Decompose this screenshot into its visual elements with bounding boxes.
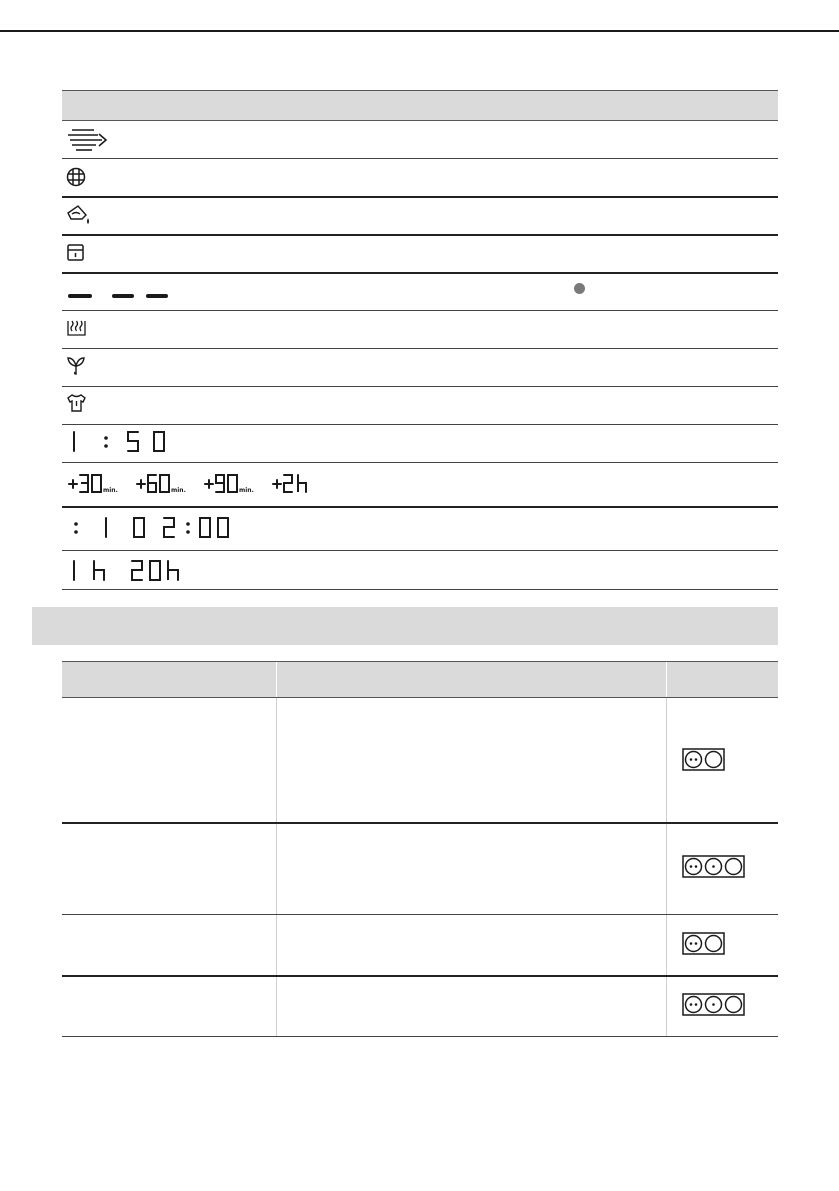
row-divider (62, 348, 778, 349)
two-circle-knob-icon (682, 932, 726, 956)
programme-table-header (62, 661, 778, 698)
header-column-separator (276, 662, 277, 697)
door-lock-icon (66, 243, 86, 263)
svg-text:min.: min. (239, 487, 254, 494)
row-divider (62, 462, 778, 463)
row-divider (62, 386, 778, 387)
delay-start-display-icon (66, 515, 246, 541)
column-separator (666, 698, 667, 1036)
row-divider (62, 196, 778, 198)
row-divider (62, 158, 778, 159)
steam-icon (66, 318, 88, 338)
row-divider (62, 424, 778, 425)
shirt-icon (66, 393, 88, 415)
hours-range-display-icon (66, 558, 206, 584)
row-divider (62, 506, 778, 508)
three-dash-display-icon (66, 288, 176, 302)
svg-text:min.: min. (171, 487, 186, 494)
fan-dry-icon (66, 355, 88, 377)
row-divider (62, 589, 778, 590)
display-table-header (62, 90, 778, 121)
globe-grid-icon (66, 167, 88, 189)
row-divider (62, 914, 778, 915)
svg-text:min.: min. (103, 487, 118, 494)
seven-segment-time-icon (66, 429, 176, 455)
top-rule (0, 30, 839, 32)
detergent-pour-icon (66, 203, 96, 227)
row-divider (62, 550, 778, 551)
time-extension-icon (66, 470, 326, 498)
row-divider (62, 1036, 778, 1037)
header-column-separator (666, 662, 667, 697)
row-divider (62, 822, 778, 824)
indicator-dot (574, 283, 585, 294)
row-divider (62, 234, 778, 236)
column-separator (276, 698, 277, 1036)
three-circle-knob-icon (682, 993, 746, 1017)
row-divider (62, 975, 778, 977)
two-circle-knob-icon (682, 748, 726, 772)
three-circle-knob-icon (682, 855, 746, 879)
row-divider (62, 272, 778, 274)
row-divider (62, 310, 778, 311)
prewash-arrow-icon (66, 126, 112, 152)
section-heading-bar (32, 607, 778, 645)
